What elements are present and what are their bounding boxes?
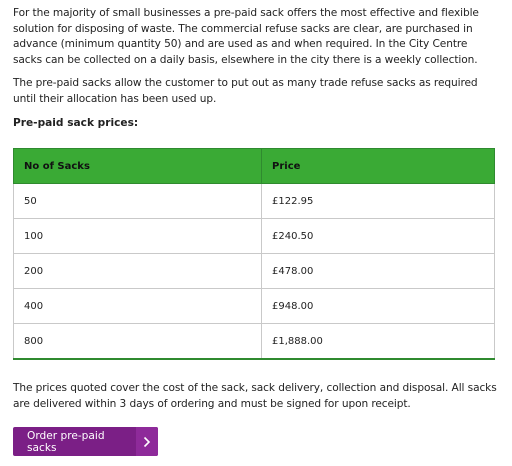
price-cell: £240.50 [262, 219, 495, 254]
order-button-label: Order pre-paid sacks [27, 429, 105, 454]
table-row [14, 184, 495, 219]
price-cell: £1,888.00 [262, 324, 495, 360]
sacks-cell: 100 [14, 219, 262, 254]
table-header-row [14, 149, 495, 184]
order-pre-paid-sacks-button[interactable] [13, 427, 158, 456]
sacks-cell: 400 [14, 289, 262, 324]
table-row [14, 289, 495, 324]
price-cell: £122.95 [262, 184, 495, 219]
column-header-price: Price [262, 149, 495, 184]
price-cell: £948.00 [262, 289, 495, 324]
intro-paragraph-1: For the majority of small businesses a pre-paid sack offers the most effective and flexible solution for disposing of waste. The commercial refuse sacks are clear, are purchased in advance (minimum quantity 50) and are used as and when required. In the City Centre sacks can be collected on a daily basis, elsewhere in the city there is a weekly collection. [13, 7, 479, 66]
table-row [14, 219, 495, 254]
table-row [14, 324, 495, 360]
delivery-note: The prices quoted cover the cost of the sack, sack delivery, collection and disposal. All sacks are delivered within 3 days of ordering and must be signed for upon receipt. [13, 382, 497, 410]
prices-heading: Pre-paid sack prices: [13, 117, 139, 129]
chevron-right-icon [136, 427, 158, 456]
intro-paragraph-2: The pre-paid sacks allow the customer to put out as many trade refuse sacks as required until their allocation has been used up. [13, 77, 478, 105]
column-header-sacks: No of Sacks [14, 149, 262, 184]
sacks-cell: 50 [14, 184, 262, 219]
price-cell: £478.00 [262, 254, 495, 289]
table-row [14, 254, 495, 289]
price-table [13, 148, 495, 360]
sacks-cell: 800 [14, 324, 262, 360]
sacks-cell: 200 [14, 254, 262, 289]
